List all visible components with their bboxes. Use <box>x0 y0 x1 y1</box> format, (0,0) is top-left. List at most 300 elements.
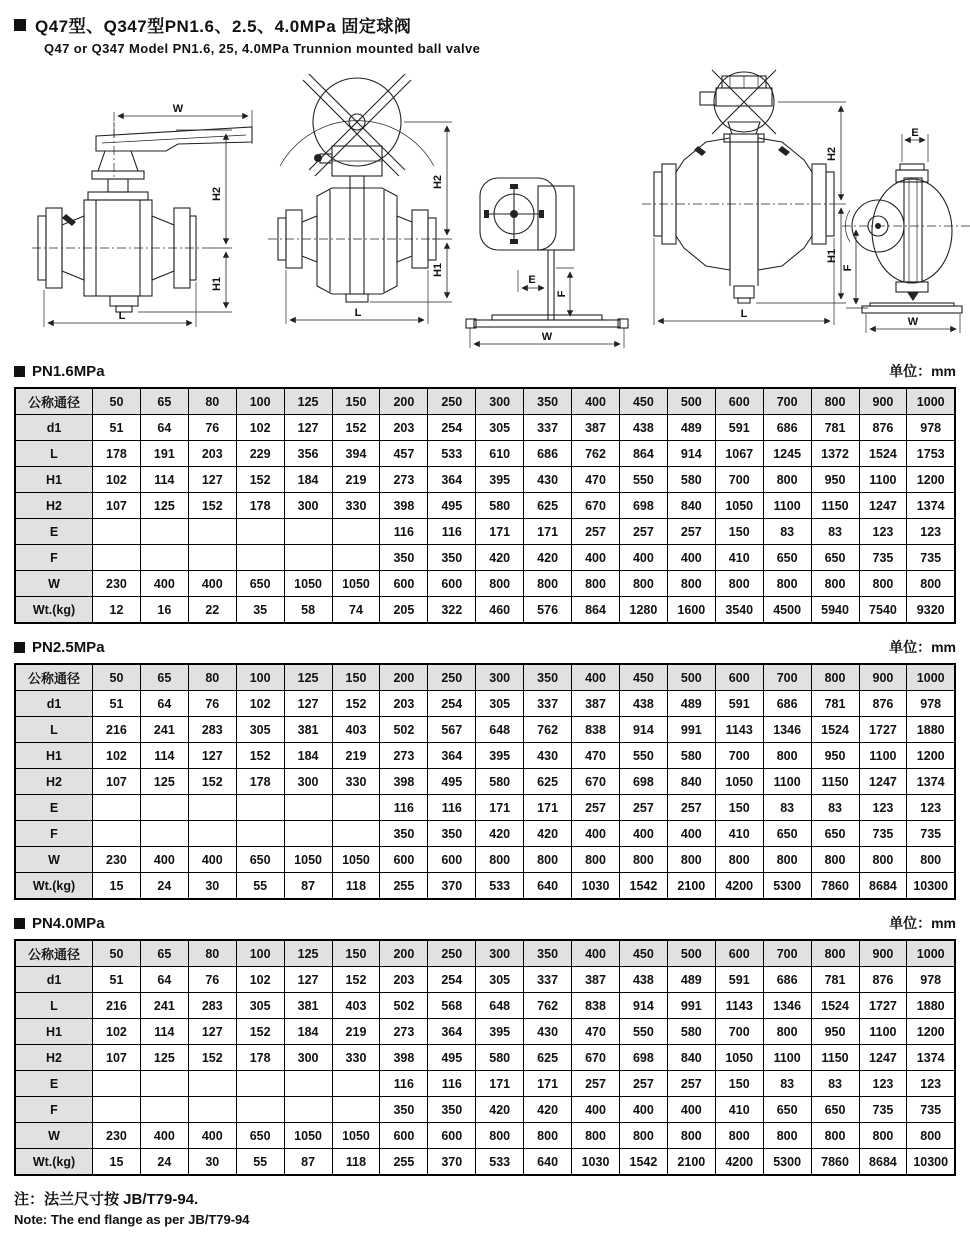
table-cell: 4500 <box>763 597 811 624</box>
table-cell: 305 <box>476 415 524 441</box>
table-header-cell: 800 <box>811 940 859 967</box>
table-cell: 1247 <box>859 769 907 795</box>
table-cell: 255 <box>380 873 428 900</box>
table-cell: 387 <box>572 415 620 441</box>
table-cell: 1372 <box>811 441 859 467</box>
table-cell: 350 <box>428 545 476 571</box>
table-cell: 550 <box>619 743 667 769</box>
table-header-row <box>15 664 955 691</box>
table-cell: 700 <box>715 1019 763 1045</box>
table-cell: 876 <box>859 691 907 717</box>
valve-drawings <box>14 58 956 348</box>
table-cell: 330 <box>332 769 380 795</box>
table-cell: 305 <box>236 993 284 1019</box>
svg-text:L: L <box>740 308 748 320</box>
table-cell: 650 <box>236 571 284 597</box>
table-cell: 114 <box>140 1019 188 1045</box>
square-bullet-icon <box>14 19 26 31</box>
table-cell <box>93 795 141 821</box>
table-cell: 87 <box>284 1149 332 1176</box>
table-cell <box>284 821 332 847</box>
unit-label: 单位：mm <box>889 915 956 931</box>
table-cell: 781 <box>811 415 859 441</box>
svg-text:W: W <box>541 331 553 343</box>
table-cell: 950 <box>811 1019 859 1045</box>
table-row <box>15 743 955 769</box>
table-cell: 152 <box>236 1019 284 1045</box>
table-cell: 283 <box>188 993 236 1019</box>
table-cell: 460 <box>476 597 524 624</box>
table-cell: 800 <box>572 571 620 597</box>
table-header-cell: 公称通径 <box>15 388 93 415</box>
table-cell: 273 <box>380 467 428 493</box>
table-cell: 127 <box>188 743 236 769</box>
table-cell: 116 <box>380 795 428 821</box>
table-cell: 51 <box>93 691 141 717</box>
table-cell: 398 <box>380 493 428 519</box>
table-header-cell: 300 <box>476 664 524 691</box>
table-cell: 152 <box>188 769 236 795</box>
table-cell: 400 <box>619 1097 667 1123</box>
row-label-cell: E <box>15 1071 93 1097</box>
table-cell: 10300 <box>907 1149 955 1176</box>
row-label-cell: W <box>15 1123 93 1149</box>
table-row <box>15 993 955 1019</box>
table-cell: 305 <box>476 691 524 717</box>
table-cell: 640 <box>524 873 572 900</box>
table-cell: 580 <box>476 493 524 519</box>
table-cell: 350 <box>380 545 428 571</box>
table-cell <box>332 795 380 821</box>
table-cell: 800 <box>524 1123 572 1149</box>
table-header-cell: 450 <box>619 940 667 967</box>
table-cell: 123 <box>859 795 907 821</box>
table-cell: 1245 <box>763 441 811 467</box>
table-row <box>15 1071 955 1097</box>
table-cell: 430 <box>524 1019 572 1045</box>
crossed-gear-operator <box>700 70 776 134</box>
table-cell: 257 <box>619 1071 667 1097</box>
table-cell: 191 <box>140 441 188 467</box>
table-cell: 650 <box>236 847 284 873</box>
table-header-cell: 65 <box>140 388 188 415</box>
table-cell: 550 <box>619 1019 667 1045</box>
dimension-table-pn25 <box>14 663 956 900</box>
table-cell: 400 <box>140 847 188 873</box>
table-header-cell: 公称通径 <box>15 940 93 967</box>
table-header-cell: 300 <box>476 388 524 415</box>
unit-label: 单位：mm <box>889 363 956 379</box>
table-cell: 395 <box>476 743 524 769</box>
table-header-cell: 200 <box>380 388 428 415</box>
table-cell <box>188 821 236 847</box>
table-header-cell: 300 <box>476 940 524 967</box>
table-cell: 150 <box>715 795 763 821</box>
table-cell: 1542 <box>619 873 667 900</box>
table-cell: 337 <box>524 691 572 717</box>
row-label-cell: H2 <box>15 493 93 519</box>
table-cell: 735 <box>907 545 955 571</box>
table-header-cell: 80 <box>188 388 236 415</box>
table-cell: 64 <box>140 967 188 993</box>
table-cell: 171 <box>476 1071 524 1097</box>
table-cell: 1050 <box>284 1123 332 1149</box>
row-label-cell: W <box>15 847 93 873</box>
table-header-cell: 65 <box>140 940 188 967</box>
table-cell: 800 <box>763 467 811 493</box>
table-cell: 5300 <box>763 873 811 900</box>
row-label-cell: E <box>15 795 93 821</box>
table-cell: 914 <box>619 717 667 743</box>
table-cell: 330 <box>332 1045 380 1071</box>
table-cell <box>284 545 332 571</box>
table-cell: 580 <box>476 1045 524 1071</box>
table-cell: 152 <box>188 493 236 519</box>
table-cell: 370 <box>428 873 476 900</box>
table-header-cell: 100 <box>236 388 284 415</box>
table-cell: 410 <box>715 1097 763 1123</box>
table-cell: 35 <box>236 597 284 624</box>
table-header-cell: 500 <box>667 664 715 691</box>
table-cell: 403 <box>332 993 380 1019</box>
table-cell: 400 <box>140 1123 188 1149</box>
table-header-cell: 公称通径 <box>15 664 93 691</box>
table-cell: 420 <box>476 1097 524 1123</box>
table-cell: 127 <box>188 467 236 493</box>
table-cell: 219 <box>332 743 380 769</box>
table-cell: 7540 <box>859 597 907 624</box>
table-cell: 438 <box>619 967 667 993</box>
table-cell: 1030 <box>572 1149 620 1176</box>
table-cell: 123 <box>907 519 955 545</box>
table-cell: 4200 <box>715 873 763 900</box>
table-cell: 127 <box>188 1019 236 1045</box>
table-cell: 420 <box>524 545 572 571</box>
table-header-cell: 1000 <box>907 664 955 691</box>
table-cell: 838 <box>572 717 620 743</box>
table-cell: 1200 <box>907 743 955 769</box>
dimension-w <box>470 328 624 348</box>
table-cell: 533 <box>476 873 524 900</box>
table-cell: 420 <box>476 545 524 571</box>
table-cell: 864 <box>619 441 667 467</box>
table-cell: 470 <box>572 743 620 769</box>
table-cell: 978 <box>907 415 955 441</box>
table-header-row <box>15 940 955 967</box>
table-row <box>15 597 955 624</box>
page-subtitle: Q47 or Q347 Model PN1.6, 25, 4.0MPa Trunnion mounted ball valve <box>44 41 481 56</box>
table-cell: 800 <box>859 1123 907 1149</box>
table-cell: 533 <box>476 1149 524 1176</box>
table-cell: 470 <box>572 1019 620 1045</box>
table-header-cell: 65 <box>140 664 188 691</box>
table-cell: 1030 <box>572 873 620 900</box>
table-cell <box>188 545 236 571</box>
row-label-cell: F <box>15 1097 93 1123</box>
footnote <box>14 1188 956 1227</box>
table-cell: 1143 <box>715 993 763 1019</box>
table-cell: 102 <box>236 967 284 993</box>
table-cell: 125 <box>140 493 188 519</box>
table-cell: 116 <box>380 519 428 545</box>
table-cell: 322 <box>428 597 476 624</box>
table-header-cell: 150 <box>332 664 380 691</box>
table-cell: 254 <box>428 967 476 993</box>
table-cell: 610 <box>476 441 524 467</box>
table-row <box>15 967 955 993</box>
table-header-cell: 400 <box>572 388 620 415</box>
square-bullet-icon <box>14 918 25 929</box>
row-label-cell: F <box>15 821 93 847</box>
table-header-cell: 350 <box>524 664 572 691</box>
table-cell: 364 <box>428 467 476 493</box>
table-cell: 118 <box>332 1149 380 1176</box>
table-cell: 650 <box>811 821 859 847</box>
table-cell: 400 <box>572 821 620 847</box>
valve-body <box>38 192 196 312</box>
table-cell: 950 <box>811 467 859 493</box>
table-cell <box>93 821 141 847</box>
section-pn16 <box>14 361 956 624</box>
table-cell: 12 <box>93 597 141 624</box>
table-row <box>15 545 955 571</box>
table-cell: 83 <box>763 795 811 821</box>
table-cell: 350 <box>380 821 428 847</box>
table-cell: 1050 <box>715 1045 763 1071</box>
table-cell: 254 <box>428 415 476 441</box>
table-cell: 1542 <box>619 1149 667 1176</box>
table-header-cell: 1000 <box>907 388 955 415</box>
table-cell: 735 <box>859 545 907 571</box>
table-cell: 781 <box>811 691 859 717</box>
dimension-table-pn16 <box>14 387 956 624</box>
table-cell: 438 <box>619 691 667 717</box>
table-cell: 1247 <box>859 493 907 519</box>
table-row <box>15 1149 955 1176</box>
row-label-cell: H2 <box>15 769 93 795</box>
table-cell: 219 <box>332 467 380 493</box>
table-cell: 591 <box>715 691 763 717</box>
table-cell: 55 <box>236 1149 284 1176</box>
table-cell: 114 <box>140 743 188 769</box>
table-cell: 978 <box>907 967 955 993</box>
table-cell <box>236 821 284 847</box>
table-cell: 127 <box>284 691 332 717</box>
table-header-cell: 50 <box>93 388 141 415</box>
table-cell: 580 <box>667 467 715 493</box>
table-cell: 1753 <box>907 441 955 467</box>
table-header-cell: 700 <box>763 940 811 967</box>
table-cell: 150 <box>715 519 763 545</box>
table-cell: 762 <box>572 441 620 467</box>
table-cell: 2100 <box>667 873 715 900</box>
table-cell: 387 <box>572 967 620 993</box>
table-cell: 600 <box>380 847 428 873</box>
table-cell: 8684 <box>859 1149 907 1176</box>
table-cell: 300 <box>284 769 332 795</box>
table-cell: 1150 <box>811 1045 859 1071</box>
table-cell <box>188 1071 236 1097</box>
table-header-cell: 400 <box>572 664 620 691</box>
table-cell: 1150 <box>811 769 859 795</box>
table-cell: 102 <box>93 467 141 493</box>
table-cell: 978 <box>907 691 955 717</box>
table-cell: 152 <box>188 1045 236 1071</box>
row-label-cell: d1 <box>15 691 93 717</box>
table-cell: 1050 <box>284 571 332 597</box>
table-cell: 230 <box>93 571 141 597</box>
table-cell: 800 <box>476 571 524 597</box>
table-cell: 2100 <box>667 1149 715 1176</box>
table-cell: 203 <box>380 967 428 993</box>
table-cell: 800 <box>811 847 859 873</box>
svg-text:W: W <box>907 316 919 328</box>
table-header-cell: 200 <box>380 664 428 691</box>
table-cell: 580 <box>667 1019 715 1045</box>
table-cell <box>236 545 284 571</box>
table-cell: 76 <box>188 967 236 993</box>
table-cell: 800 <box>572 1123 620 1149</box>
table-cell: 800 <box>619 571 667 597</box>
table-cell <box>332 821 380 847</box>
table-row <box>15 795 955 821</box>
table-cell: 580 <box>667 743 715 769</box>
table-cell: 495 <box>428 493 476 519</box>
table-cell: 171 <box>524 1071 572 1097</box>
table-cell: 1374 <box>907 493 955 519</box>
table-cell: 83 <box>811 795 859 821</box>
table-cell: 395 <box>476 467 524 493</box>
handwheel-symbol <box>484 184 544 244</box>
table-cell: 76 <box>188 415 236 441</box>
table-cell: 83 <box>763 1071 811 1097</box>
table-cell: 502 <box>380 717 428 743</box>
table-header-cell: 600 <box>715 940 763 967</box>
dimension-l <box>286 270 428 324</box>
table-cell: 591 <box>715 967 763 993</box>
table-cell: 838 <box>572 993 620 1019</box>
table-cell: 670 <box>572 769 620 795</box>
table-cell: 51 <box>93 415 141 441</box>
page-title: Q47型、Q347型PN1.6、2.5、4.0MPa 固定球阀 <box>35 17 412 36</box>
table-cell: 591 <box>715 415 763 441</box>
table-cell <box>188 519 236 545</box>
table-cell: 400 <box>188 1123 236 1149</box>
footnote-en: Note: The end flange as per JB/T79-94 <box>14 1212 250 1227</box>
table-cell: 152 <box>332 691 380 717</box>
table-cell: 650 <box>811 545 859 571</box>
table-header-cell: 50 <box>93 940 141 967</box>
table-cell <box>236 1097 284 1123</box>
valve-end-body <box>872 164 952 301</box>
table-row <box>15 571 955 597</box>
table-cell: 400 <box>619 545 667 571</box>
table-cell: 698 <box>619 769 667 795</box>
table-cell: 400 <box>188 571 236 597</box>
table-header-cell: 350 <box>524 940 572 967</box>
section-title-pn16: PN1.6MPa <box>14 363 105 380</box>
table-cell: 800 <box>619 847 667 873</box>
table-cell: 800 <box>859 571 907 597</box>
table-cell: 1600 <box>667 597 715 624</box>
table-row <box>15 821 955 847</box>
table-cell: 914 <box>619 993 667 1019</box>
table-cell: 840 <box>667 769 715 795</box>
table-cell: 171 <box>524 795 572 821</box>
table-cell: 300 <box>284 1045 332 1071</box>
row-label-cell: L <box>15 717 93 743</box>
table-cell: 87 <box>284 873 332 900</box>
table-cell: 600 <box>380 571 428 597</box>
table-header-cell: 150 <box>332 940 380 967</box>
table-cell: 457 <box>380 441 428 467</box>
valve-body <box>654 134 834 303</box>
table-row <box>15 467 955 493</box>
svg-text:L: L <box>118 310 126 322</box>
table-header-cell: 400 <box>572 940 620 967</box>
table-cell: 489 <box>667 691 715 717</box>
table-cell: 127 <box>284 415 332 441</box>
dimension-f <box>842 230 868 308</box>
table-cell: 950 <box>811 743 859 769</box>
table-cell <box>140 1097 188 1123</box>
table-cell: 1346 <box>763 717 811 743</box>
table-cell <box>188 1097 236 1123</box>
dimension-w <box>866 314 960 333</box>
table-header-cell: 500 <box>667 940 715 967</box>
table-header-cell: 350 <box>524 388 572 415</box>
table-cell: 600 <box>428 1123 476 1149</box>
table-cell: 1100 <box>763 493 811 519</box>
lever-handle <box>92 127 252 192</box>
dimension-l <box>654 238 834 325</box>
table-cell: 1200 <box>907 1019 955 1045</box>
table-cell: 800 <box>667 1123 715 1149</box>
table-cell: 400 <box>667 1097 715 1123</box>
table-cell: 735 <box>907 821 955 847</box>
table-cell: 1727 <box>859 993 907 1019</box>
row-label-cell: L <box>15 993 93 1019</box>
table-cell: 370 <box>428 1149 476 1176</box>
table-cell: 438 <box>619 415 667 441</box>
table-cell: 762 <box>524 993 572 1019</box>
table-cell: 400 <box>572 545 620 571</box>
dimension-e <box>902 127 928 162</box>
table-cell: 171 <box>476 519 524 545</box>
table-cell: 800 <box>667 571 715 597</box>
table-cell: 257 <box>619 795 667 821</box>
table-cell <box>140 821 188 847</box>
drawing-lever-valve <box>26 98 258 330</box>
table-cell: 800 <box>907 1123 955 1149</box>
table-cell: 700 <box>715 467 763 493</box>
table-cell: 420 <box>524 1097 572 1123</box>
table-cell: 567 <box>428 717 476 743</box>
table-cell: 64 <box>140 415 188 441</box>
table-header-cell: 450 <box>619 388 667 415</box>
table-cell: 800 <box>763 1019 811 1045</box>
table-cell: 257 <box>619 519 667 545</box>
section-title-pn40: PN4.0MPa <box>14 915 105 932</box>
table-cell: 58 <box>284 597 332 624</box>
row-label-cell: Wt.(kg) <box>15 597 93 624</box>
svg-text:H2: H2 <box>826 146 838 162</box>
table-cell: 241 <box>140 717 188 743</box>
table-cell: 1346 <box>763 993 811 1019</box>
table-cell: 495 <box>428 769 476 795</box>
table-row <box>15 873 955 900</box>
dimension-h1 <box>370 243 452 302</box>
